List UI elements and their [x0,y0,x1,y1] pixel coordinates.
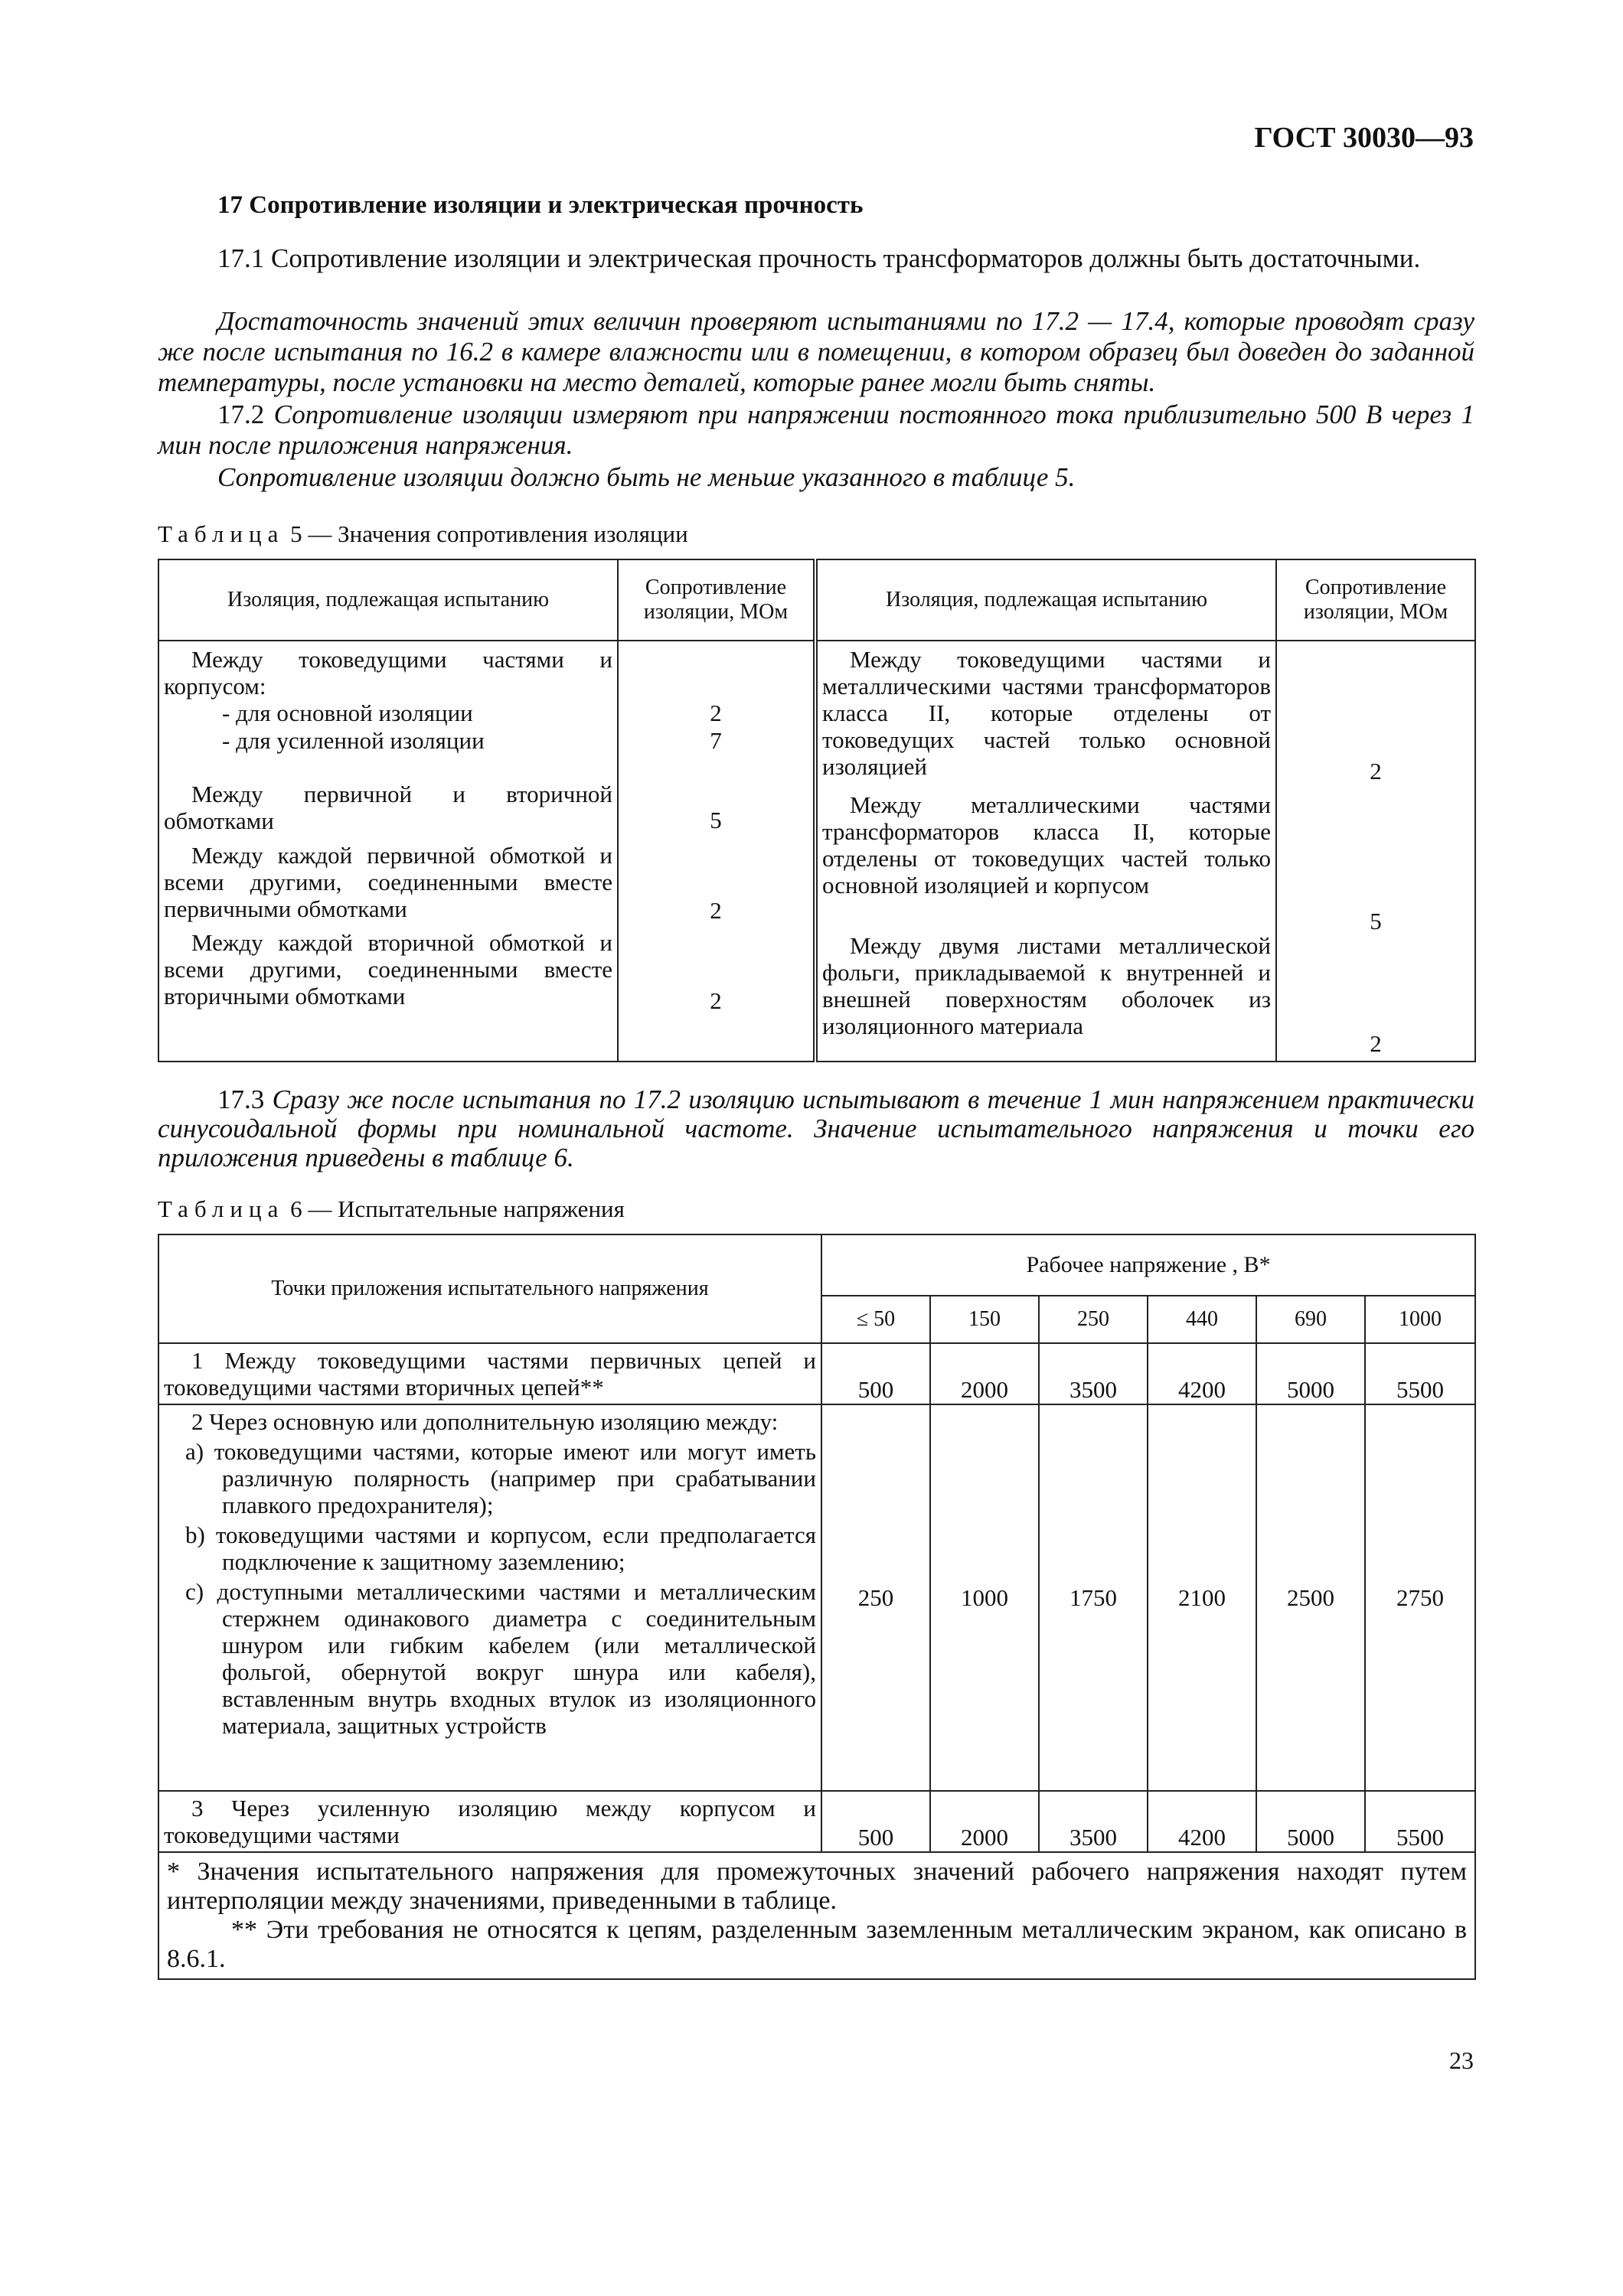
table6-row-2 [158,1404,1475,1791]
voltage-cell: 440 [1148,1296,1256,1343]
table-cell: - для основной изоляции [222,700,473,726]
table6-caption [158,1195,625,1223]
caption-text: 5 — Значения сопротивления изоляции [290,520,688,547]
section-title: 17 Сопротивление изоляции и электрическая прочность [217,191,864,219]
caption-label: Таблица [158,520,285,547]
page-number: 23 [1449,2047,1474,2074]
table-value: 5 [1370,908,1382,934]
header-resistance: Сопротивление изоляции, МОм [618,559,815,641]
paragraph-number: 17.2 [217,400,265,429]
table-cell: Между первичной и вторичной обмотками [164,781,612,834]
paragraph-italic-text: Сопротивление изоляции должно быть не меньше указанного в таблице 5. [217,462,1076,492]
row-value: 500 [821,1791,930,1852]
paragraph-17-2 [158,400,1474,461]
row-value: 3500 [1039,1343,1148,1404]
row-value: 1000 [930,1404,1039,1791]
table-value: 2 [1370,758,1382,784]
table5-body-row [158,641,1475,1062]
table-value: 2 [1370,1030,1382,1057]
table-cell: Между двумя листами металлической фольги, прикладываемой к внутренней и внешней поверхностям оболочек из изоляционного материала [822,932,1271,1039]
row-value: 5000 [1256,1343,1365,1404]
paragraph-17-2-italic [158,462,1474,493]
table6-row-1 [158,1343,1475,1404]
table-5 [158,559,1476,1062]
row-value: 5000 [1256,1791,1365,1852]
voltage-cell: 250 [1039,1296,1148,1343]
header-insulation: Изоляция, подлежащая испытанию [815,559,1276,641]
table6-header-row [158,1234,1475,1296]
table5-left-values [618,641,815,1062]
row-value: 3500 [1039,1791,1148,1852]
row-value: 500 [821,1343,930,1404]
paragraph-17-1 [158,243,1474,274]
row-text: 1 Между токоведущими частями первичных цепей и токоведущими частями вторичных цепей** [158,1343,821,1404]
header-insulation: Изоляция, подлежащая испытанию [158,559,618,641]
table-cell: Между токоведущими частями и корпусом: [164,646,612,700]
voltage-cell: 690 [1256,1296,1365,1343]
row-value: 2500 [1256,1404,1365,1791]
row-subitem: b) токоведущими частями и корпусом, если предполагается подключение к защитному заземлению; [185,1521,816,1575]
row-subitem: с) доступными металлическими частями и металлическим стержнем одинакового диаметра с соединительным шнуром или гибким кабелем (или металлической фольгой, обернутой вокруг шнура или кабеля), вставленным внутрь входных втулок из изоляционного материала, защитных устройств [185,1578,816,1739]
table-value: 5 [710,807,722,833]
paragraph-italic-text: Сразу же после испытания по 17.2 изоляцию испытывают в течение 1 мин напряжением практически синусоидальной формы при номинальной частоте. Значение испытательного напряжения и точки его приложения приведены в таблице 6. [158,1084,1474,1172]
paragraph-italic-text: Достаточность значений этих величин проверяют испытаниями по 17.2 — 17.4, которые проводят сразу же после испытания по 16.2 в камере влажности или в помещении, в котором образец был доведен до заданной температуры, после установки на место деталей, которые ранее могли быть сняты. [158,306,1474,397]
footnote-2: ** Эти требования не относятся к цепям, разделенным заземленным металлическим экраном, как описано в 8.6.1. [167,1916,1468,1973]
voltage-cell: ≤ 50 [821,1296,930,1343]
paragraph-17-3 [158,1085,1474,1172]
paragraph-number: 17.1 [217,243,265,273]
gost-header: ГОСТ 30030—93 [1254,122,1474,154]
paragraph-17-1-italic [158,306,1474,398]
table-value: 7 [710,727,722,754]
row-value: 250 [821,1404,930,1791]
table6-row-3 [158,1791,1475,1852]
table-6 [158,1234,1476,1980]
row-text: 3 Через усиленную изоляцию между корпусом и токоведущими частями [158,1791,821,1852]
row-value: 5500 [1365,1791,1475,1852]
footnote-1: * Значения испытательного напряжения для промежуточных значений рабочего напряжения находят путем интерполяции между значениями, приведенными в таблице. [167,1857,1468,1915]
row-text: 2 Через основную или дополнительную изоляцию между: [191,1408,779,1435]
header-working-voltage: Рабочее напряжение , В* [821,1234,1475,1296]
table5-left-text [158,641,618,1062]
caption-text: 6 — Испытательные напряжения [290,1195,625,1222]
row-value: 4200 [1148,1791,1256,1852]
table6-footnotes [158,1852,1475,1979]
caption-label: Таблица [158,1195,285,1222]
paragraph-italic-text: Сопротивление изоляции измеряют при напряжении постоянного тока приблизительно 500 В через 1 мин после приложения напряжения. [158,400,1475,460]
header-points: Точки приложения испытательного напряжения [158,1234,821,1343]
row-value: 1750 [1039,1404,1148,1791]
row-subitem: а) токоведущими частями, которые имеют или могут иметь различную полярность (например при срабатывании плавкого предохранителя); [185,1438,816,1518]
row-text-block [158,1404,821,1791]
table-cell: Между каждой первичной обмоткой и всеми другими, соединенными вместе первичными обмотками [164,842,612,922]
table5-right-text [815,641,1276,1062]
row-value: 2000 [930,1343,1039,1404]
header-resistance: Сопротивление изоляции, МОм [1276,559,1475,641]
table6-footnotes-row [158,1852,1475,1979]
row-value: 4200 [1148,1343,1256,1404]
table-cell: Между токоведущими частями и металлическими частями трансформаторов класса II, которые отделены от токоведущих частей только основной изоляцией [822,646,1271,780]
voltage-cell: 1000 [1365,1296,1475,1343]
table-value: 2 [710,897,722,924]
table5-header-row [158,559,1475,641]
row-value: 5500 [1365,1343,1475,1404]
table-cell: - для усиленной изоляции [222,727,485,754]
row-value: 2100 [1148,1404,1256,1791]
table5-caption [158,520,688,548]
table-cell: Между каждой вторичной обмоткой и всеми другими, соединенными вместе вторичными обмотками [164,929,612,1009]
paragraph-text: Сопротивление изоляции и электрическая прочность трансформаторов должны быть достаточными. [271,243,1421,273]
row-value: 2000 [930,1791,1039,1852]
table-value: 2 [710,700,722,726]
voltage-cell: 150 [930,1296,1039,1343]
paragraph-number: 17.3 [217,1084,265,1114]
table-value: 2 [710,987,722,1014]
table5-right-values [1276,641,1475,1062]
table-cell: Между металлическими частями трансформаторов класса II, которые отделены от токоведущих частей только основной изоляцией и корпусом [822,791,1271,899]
row-value: 2750 [1365,1404,1475,1791]
